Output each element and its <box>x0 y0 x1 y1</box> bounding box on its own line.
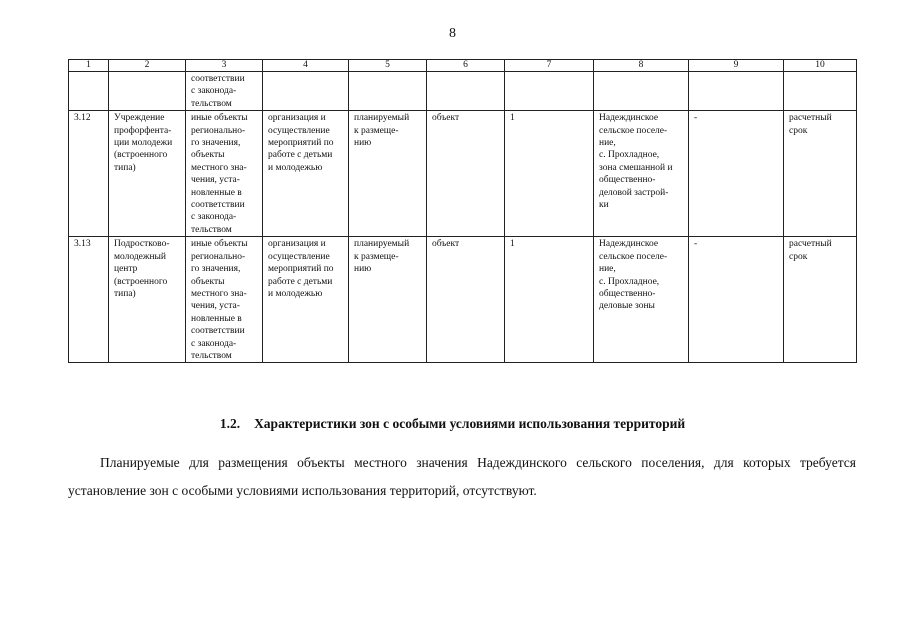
table-cell <box>109 72 186 111</box>
table-cell: расчетный срок <box>784 111 857 237</box>
column-header: 3 <box>186 60 263 72</box>
objects-table <box>68 59 857 363</box>
column-header: 7 <box>505 60 594 72</box>
table-header-row <box>69 60 857 72</box>
table-cell: объект <box>427 111 505 237</box>
table-cell <box>594 72 689 111</box>
table-cell <box>505 72 594 111</box>
table-cell: соответствии с законода- тельством <box>186 72 263 111</box>
table-cell: планируемый к размеще- нию <box>349 237 427 363</box>
table-cell: объект <box>427 237 505 363</box>
column-header: 5 <box>349 60 427 72</box>
column-header: 2 <box>109 60 186 72</box>
table-cell: планируемый к размеще- нию <box>349 111 427 237</box>
table-cell: иные объекты регионально- го значения, объекты местного зна- чения, уста- новленные в соответствии с законода- тельством <box>186 111 263 237</box>
table-cell <box>349 72 427 111</box>
page-number: 8 <box>449 26 456 41</box>
table-cell: 3.12 <box>69 111 109 237</box>
table-cell: Подростково- молодежный центр (встроенного типа) <box>109 237 186 363</box>
section-title: Характеристики зон с особыми условиями использования территорий <box>254 416 686 431</box>
section-number: 1.2. <box>219 416 241 431</box>
table-row <box>69 237 857 363</box>
body-paragraph: Планируемые для размещения объекты местного значения Надеждинского сельского поселения, для которых требуется установление зон с особыми условиями использования территорий, отсутствуют. <box>68 455 856 498</box>
table-cell <box>427 72 505 111</box>
table-cell <box>263 72 349 111</box>
table-cell: организация и осуществление мероприятий по работе с детьми и молодежью <box>263 111 349 237</box>
table-cell: 1 <box>505 237 594 363</box>
table-cell: 3.13 <box>69 237 109 363</box>
column-header: 6 <box>427 60 505 72</box>
table-row <box>69 111 857 237</box>
column-header: 1 <box>69 60 109 72</box>
table-cell: организация и осуществление мероприятий по работе с детьми и молодежью <box>263 237 349 363</box>
section-heading <box>0 416 905 432</box>
column-header: 8 <box>594 60 689 72</box>
table-cell <box>689 72 784 111</box>
table-cell: Учреждение профорфента- ции молодежи (встроенного типа) <box>109 111 186 237</box>
table-cell: - <box>689 237 784 363</box>
table-cell: Надеждинское сельское поселе- ние, с. Прохладное, зона смешанной и общественно- деловой застрой- ки <box>594 111 689 237</box>
table-cell: иные объекты регионально- го значения, объекты местного зна- чения, уста- новленные в соответствии с законода- тельством <box>186 237 263 363</box>
table-cell: 1 <box>505 111 594 237</box>
table-cell <box>784 72 857 111</box>
table-cell: - <box>689 111 784 237</box>
column-header: 10 <box>784 60 857 72</box>
table-cell: Надеждинское сельское поселе- ние, с. Прохладное, общественно- деловые зоны <box>594 237 689 363</box>
column-header: 9 <box>689 60 784 72</box>
table-cell: расчетный срок <box>784 237 857 363</box>
table-cell <box>69 72 109 111</box>
column-header: 4 <box>263 60 349 72</box>
table-continuation-row <box>69 72 857 111</box>
